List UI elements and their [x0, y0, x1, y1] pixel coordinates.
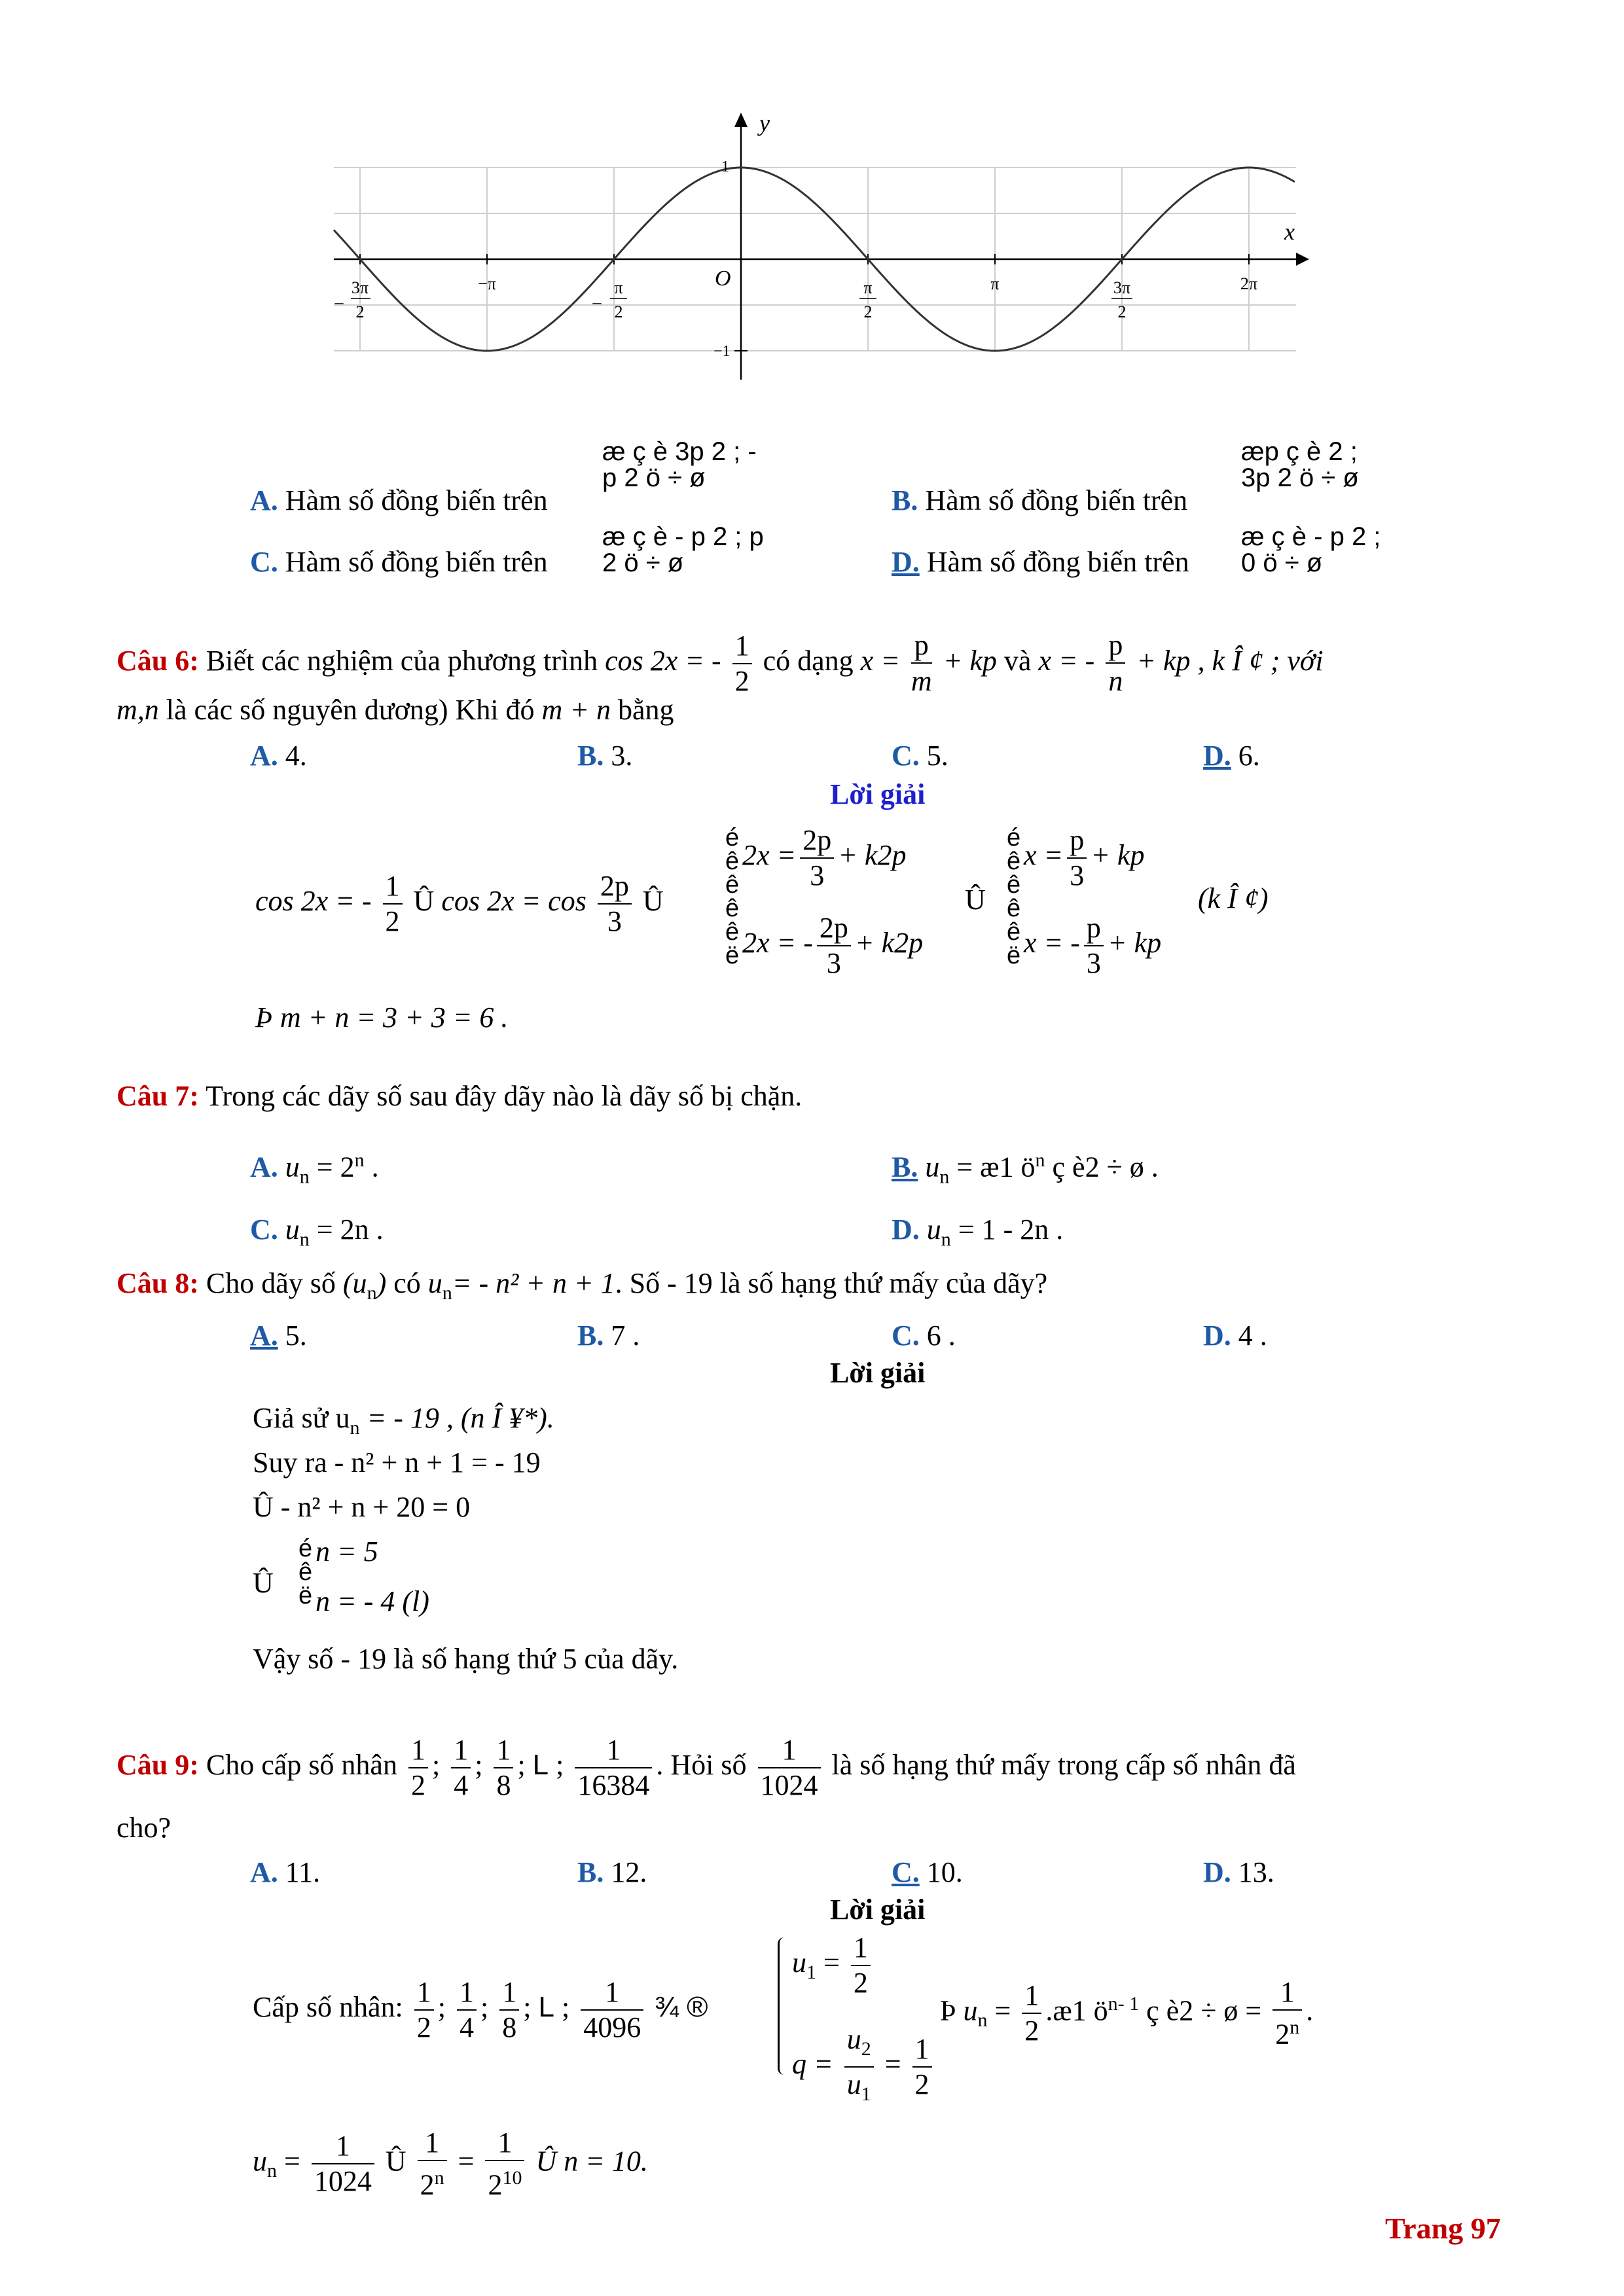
and-word: và	[1003, 645, 1032, 677]
form-2: x = -	[1038, 645, 1095, 677]
q8-step-iff: Û	[253, 1567, 274, 1599]
q5-option-d[interactable]	[892, 545, 1189, 580]
q8-step-3: Û - n² + n + 20 = 0	[253, 1491, 471, 1523]
q8-step-1: Giả sử $u_n$ = - 19 , (n Î ¥*).	[253, 1402, 554, 1439]
form-1-tail: + kp	[943, 645, 997, 677]
q8-answer-c[interactable]: C. 6 .	[892, 1319, 956, 1352]
question-text-2: có dạng	[763, 645, 854, 677]
svg-text:π: π	[614, 278, 623, 297]
q7-option-b[interactable]: B. $u_n$ = æ1 $ö^n$ ç è2 ÷ ø .	[892, 1149, 1159, 1188]
q8-step-4: n = 5	[316, 1535, 378, 1568]
q9-answer-d[interactable]: D. 13.	[1203, 1856, 1274, 1888]
q6-answer-d[interactable]: D. 6.	[1203, 740, 1260, 772]
q6-brace-1: é ê ê ê ê ë	[725, 824, 740, 969]
q5-option-c[interactable]	[250, 545, 548, 580]
svg-text:2: 2	[1117, 302, 1127, 321]
y-tick-1: 1	[721, 158, 729, 175]
svg-text:3π: 3π	[1113, 278, 1131, 297]
page-number: Trang 97	[1385, 2212, 1501, 2245]
q5-option-b-math: æp ç è 2 ; 3p 2 ö ÷ ø	[1241, 437, 1359, 492]
q7-option-a[interactable]: A. $u_n = 2^n$ .	[250, 1149, 379, 1188]
fraction: $\frac{1}{2}$	[732, 629, 752, 698]
svg-text:2: 2	[863, 302, 873, 321]
svg-text:2: 2	[614, 302, 623, 321]
q5-option-c-math: æ ç è - p 2 ; p 2 ö ÷ ø	[602, 522, 764, 577]
q8-step-2: Suy ra - n² + n + 1 = - 19	[253, 1446, 541, 1479]
q8-answer-a[interactable]: A. 5.	[250, 1319, 307, 1352]
question-text: Biết các nghiệm của phương trình	[206, 645, 598, 677]
q6-solution-title: Lời giải	[830, 778, 926, 810]
option-text: Hàm số đồng biến trên	[285, 484, 548, 516]
option-label: C.	[250, 546, 278, 578]
q6-iff-2: Û	[965, 884, 986, 916]
q6-question	[117, 628, 1324, 699]
q6-system-1b: 2x = - $\frac{2p}{3}$ + k2p	[742, 912, 924, 979]
q6-system-2: x = $\frac{p}{3}$ + kp	[1024, 824, 1145, 891]
svg-text:3π: 3π	[351, 278, 369, 297]
fraction: $\frac{p}{n}$	[1106, 628, 1125, 699]
q9-system-brace	[778, 1937, 789, 2075]
option-text: Hàm số đồng biến trên	[925, 484, 1188, 516]
q7-option-c[interactable]: C. $u_n = 2n$ .	[250, 1213, 384, 1250]
q9-answer-b[interactable]: B. 12.	[577, 1856, 647, 1888]
x-tick-pi: π	[990, 274, 1000, 293]
svg-text:–: –	[592, 293, 602, 312]
axis-label-y: y	[759, 110, 770, 136]
q9-final: $u_n$ = $\frac{1}{1024}$ Û $\frac{1}{2^n}$ = $\frac{1}{2^{10}}$ Û n = 10.	[253, 2126, 648, 2201]
q8-brace: é ê ë	[298, 1535, 313, 1609]
q9-solution-title: Lời giải	[830, 1893, 926, 1926]
q8-question: Câu 8: Cho dãy số $(u_n)$ có $u_n= - n^2 + n + 1$. Số - 19 là số hạng thứ mấy của dãy?	[117, 1267, 1048, 1304]
q6-conclusion: Þ m + n = 3 + 3 = 6 .	[255, 1001, 509, 1033]
fraction: $\frac{p}{m}$	[911, 629, 932, 697]
cosine-graph	[327, 105, 1322, 393]
x-tick-2pi: 2π	[1240, 274, 1258, 293]
q9-solution-un: Þ $u_n$ = $\frac{1}{2}$ .æ1 $ö^{n- 1}$ ç è2 ÷ ø = $\frac{1}{2^n}$ .	[940, 1976, 1314, 2051]
q6-answer-b[interactable]: B. 3.	[577, 740, 633, 772]
q6-answer-c[interactable]: C. 5.	[892, 740, 948, 772]
q6-brace-2: é ê ê ê ê ë	[1007, 824, 1021, 969]
q9-question-line2: cho?	[117, 1812, 171, 1844]
svg-text:π: π	[863, 278, 873, 297]
q6-answer-a[interactable]: A. 4.	[250, 740, 307, 772]
q9-answer-a[interactable]: A. 11.	[250, 1856, 321, 1888]
axis-label-x: x	[1284, 219, 1295, 245]
q7-question: Câu 7: Trong các dãy số sau đây dãy nào là dãy số bị chặn.	[117, 1080, 803, 1112]
svg-text:–: –	[334, 293, 344, 312]
q6-condition: (k Î ¢)	[1198, 882, 1269, 914]
y-tick-minus-1: −1	[713, 343, 731, 360]
q5-option-d-math: æ ç è - p 2 ; 0 ö ÷ ø	[1241, 522, 1381, 577]
question-label: Câu 6:	[117, 645, 199, 677]
option-label: A.	[250, 484, 278, 516]
svg-text:2: 2	[355, 302, 365, 321]
q5-option-a-math: æ ç è 3p 2 ; - p 2 ö ÷ ø	[602, 437, 757, 492]
q8-answer-b[interactable]: B. 7 .	[577, 1319, 640, 1352]
equation: cos 2x = -	[605, 645, 721, 677]
origin-label: O	[715, 266, 731, 291]
x-tick-minus-pi: −π	[478, 274, 496, 293]
option-text: Hàm số đồng biến trên	[926, 546, 1189, 578]
q9-question: Câu 9: Cho cấp số nhân $\frac{1}{2}$ ; $\frac{1}{4}$ ; $\frac{1}{8}$ ; L ; $\frac{1}{16384}$ . Hỏi số $\frac{1}{1024}$ là số hạng thứ mấy trong cấp số nhân đã	[117, 1734, 1296, 1801]
q9-answer-c[interactable]: C. 10.	[892, 1856, 963, 1888]
q5-option-b[interactable]	[892, 483, 1187, 518]
q8-step-6: Vậy số - 19 là số hạng thứ 5 của dãy.	[253, 1643, 679, 1675]
q8-step-5: n = - 4 (l)	[316, 1585, 429, 1617]
q6-system-2b: x = - $\frac{p}{3}$ + kp	[1024, 912, 1162, 979]
q9-solution-main: Cấp số nhân: $\frac{1}{2}$ ; $\frac{1}{4}$ ; $\frac{1}{8}$ ; L ; $\frac{1}{4096}$ ¾ ®	[253, 1976, 708, 2043]
q6-question-line2: m,n là các số nguyên dương) Khi đó m + n bằng	[117, 694, 674, 726]
q7-option-d[interactable]: D. $u_n = 1 - 2n$ .	[892, 1213, 1064, 1250]
form-2-tail: + kp , k Î ¢ ; với	[1136, 645, 1324, 677]
option-label: B.	[892, 484, 918, 516]
q8-solution-title: Lời giải	[830, 1357, 926, 1389]
option-text: Hàm số đồng biến trên	[285, 546, 548, 578]
q9-system-u1: $u_1$ = $\frac{1}{2}$	[792, 1931, 875, 2000]
q6-solution-main: cos 2x = - $\frac{1}{2}$ Û cos 2x = cos $\frac{2p}{3}$ Û	[255, 870, 664, 937]
q5-option-a[interactable]	[250, 483, 548, 518]
q9-system-q: q = $\frac{u_2}{u_1}$ = $\frac{1}{2}$	[792, 2022, 936, 2111]
q8-answer-d[interactable]: D. 4 .	[1203, 1319, 1267, 1352]
option-label: D.	[892, 546, 920, 578]
q6-system-1: 2x = $\frac{2p}{3}$ + k2p	[742, 824, 907, 891]
form-1: x =	[860, 645, 900, 677]
